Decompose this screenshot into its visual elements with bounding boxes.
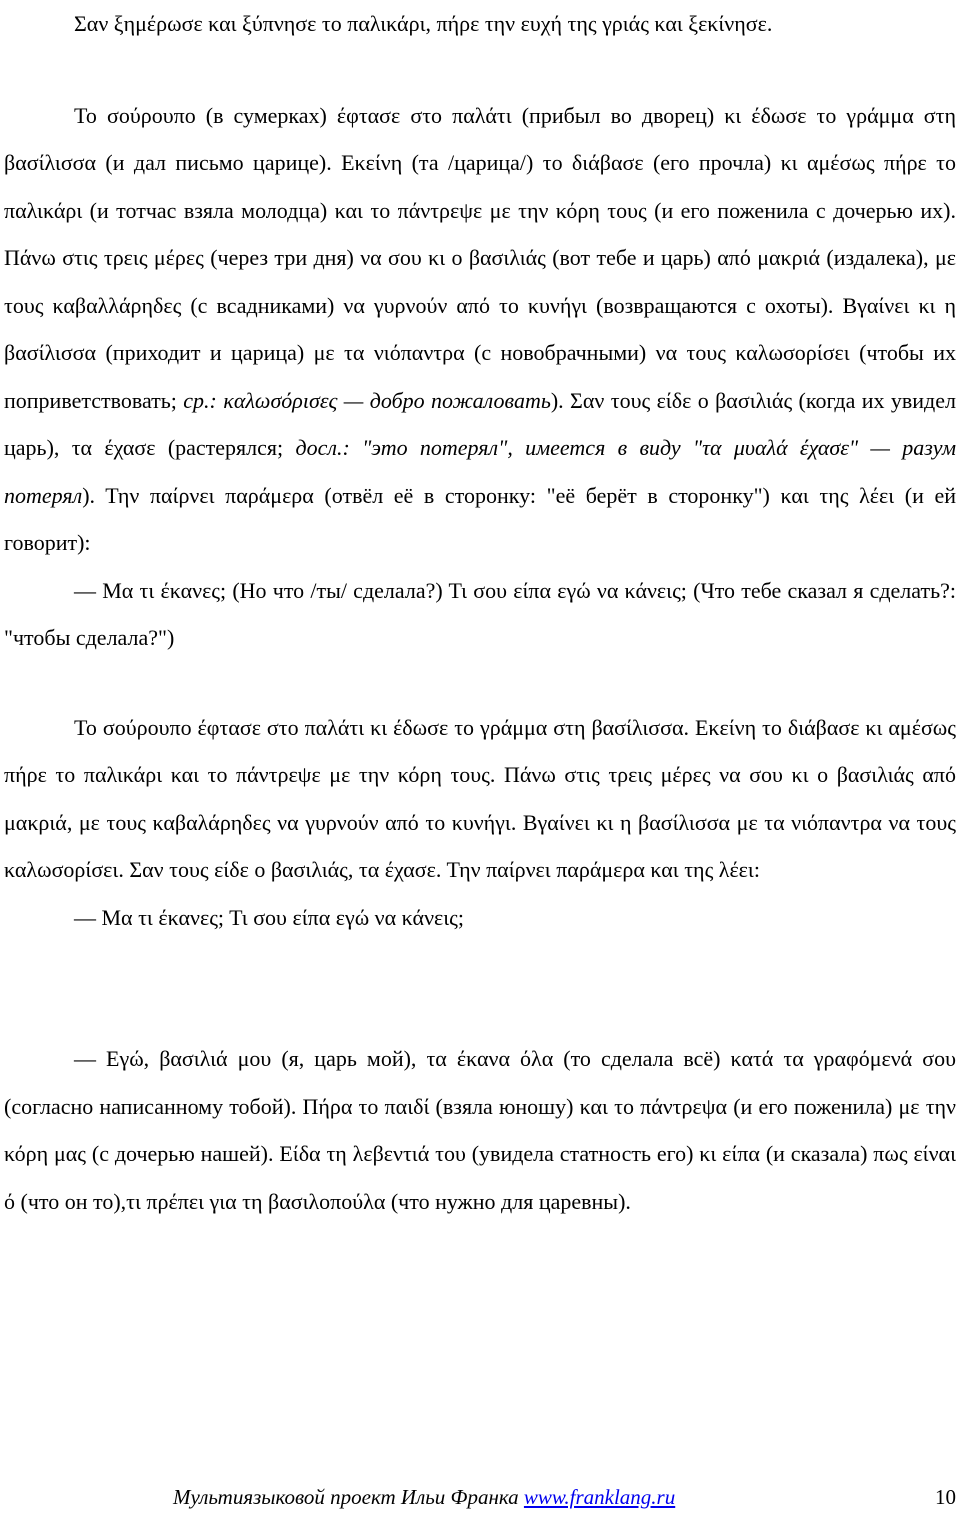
paragraph-bilingual-story xyxy=(4,92,956,567)
footer-project-name: Мультиязыковой проект Ильи Франка xyxy=(173,1485,524,1509)
paragraph-answer-bilingual: — Εγώ, βασιλιά μου (я, царь мой), τα έκανα όλα (то сделала всё) κατά τα γραφόμενά σου (согласно написанному тобой). Πήρα το παιδί (взяла юношу) και το πάντρεψα (и его поженила) με την κόρη μας (с дочерью нашей). Είδα τη λεβεντιά του (увидела статность его) κι είπα (и сказала) πως είναι ό (что он то),τι πρέπει για τη βασιλοπούλα (что нужно для царевны). xyxy=(4,1046,956,1214)
paragraph-greek-story: Το σούρουπο έφτασε στο παλάτι κι έδωσε το γράμμα στη βασίλισσα. Εκείνη το διάβασε κι αμέσως πήρε το παλικάρι και το πάντρεψε με την κόρη τους. Πάνω στις τρεις μέρες να σου κι ο βασιλιάς από μακριά, με τους καβαλάρηδες να γυρνούν από το κυνήγι. Βγαίνει κι η βασίλισσα με τα νιόπαντρα να τους καλωσορίσει. Σαν τους είδε ο βασιλιάς, τα έχασε. Την παίρνει παράμερα και της λέει: xyxy=(4,714,956,882)
paragraph-dialogue-greek: — Μα τι έκανες; Τι σου είπα εγώ να κάνεις; xyxy=(74,904,465,930)
page-footer xyxy=(0,1482,956,1512)
note-italic: ср.: καλωσόρισες — добро пожаловать xyxy=(183,387,551,413)
page-number: 10 xyxy=(935,1485,956,1509)
text-run: Το σούρουπο (в сумерках) έφτασε στο παλάτι (прибыл во дворец) κι έδωσε το γράμμα στη βασίλισσα (и дал письмо царице). Εκείνη (та /царица/) το διάβασε (его прочла) κι αμέσως πήρε το παλικάρι (и тотчас взяла молодца) και το πάντρεψε με την κόρη τους (и его поженила с дочерью их). Πάνω στις τρεις μέρες (через три дня) να σου κι ο βασιλιάς (вот тебе и царь) από μακριά (издалека), με τους καβαλλάρηδες (с всадниками) να γυρνούν από το κυνήγι (возвращаются с охоты). Βγαίνει κι η βασίλισσα (приходит и царица) με τα νιόπαντρα (с новобрачными) να τους καλωσορίσει (чтобы их поприветствовать; xyxy=(4,102,956,413)
text-run: ). Την παίρνει παράμερα (отвёл её в сторонку: "её берёт в сторонку") και της λέει (и ей говорит): xyxy=(4,482,956,555)
footer-site-link[interactable]: www.franklang.ru xyxy=(523,1485,676,1509)
paragraph-gap xyxy=(4,662,956,704)
paragraph-dialogue-bilingual: — Μα τι έκανες; (Но что /ты/ сделала?) Τι σου είπα εγώ να κάνεις; (Что тебе сказал я сделать?: "чтобы сделала?") xyxy=(4,577,956,650)
note-italic: досл.: "это потерял", имеется в виду "τα μυαλά έχασε" — разум потерял xyxy=(4,435,956,508)
paragraph-gap xyxy=(4,941,956,1035)
document-page xyxy=(4,0,956,1225)
paragraph-gap xyxy=(4,48,956,92)
text-run: ). Σαν τους είδε ο βασιλιάς (когда их увидел царь), τα έχασε (растерялся; xyxy=(4,387,956,460)
footer-project xyxy=(173,1482,675,1512)
paragraph-opening: Σαν ξημέρωσε και ξύπνησε το παλικάρι, πήρε την ευχή της γριάς και ξεκίνησε. xyxy=(74,11,773,36)
